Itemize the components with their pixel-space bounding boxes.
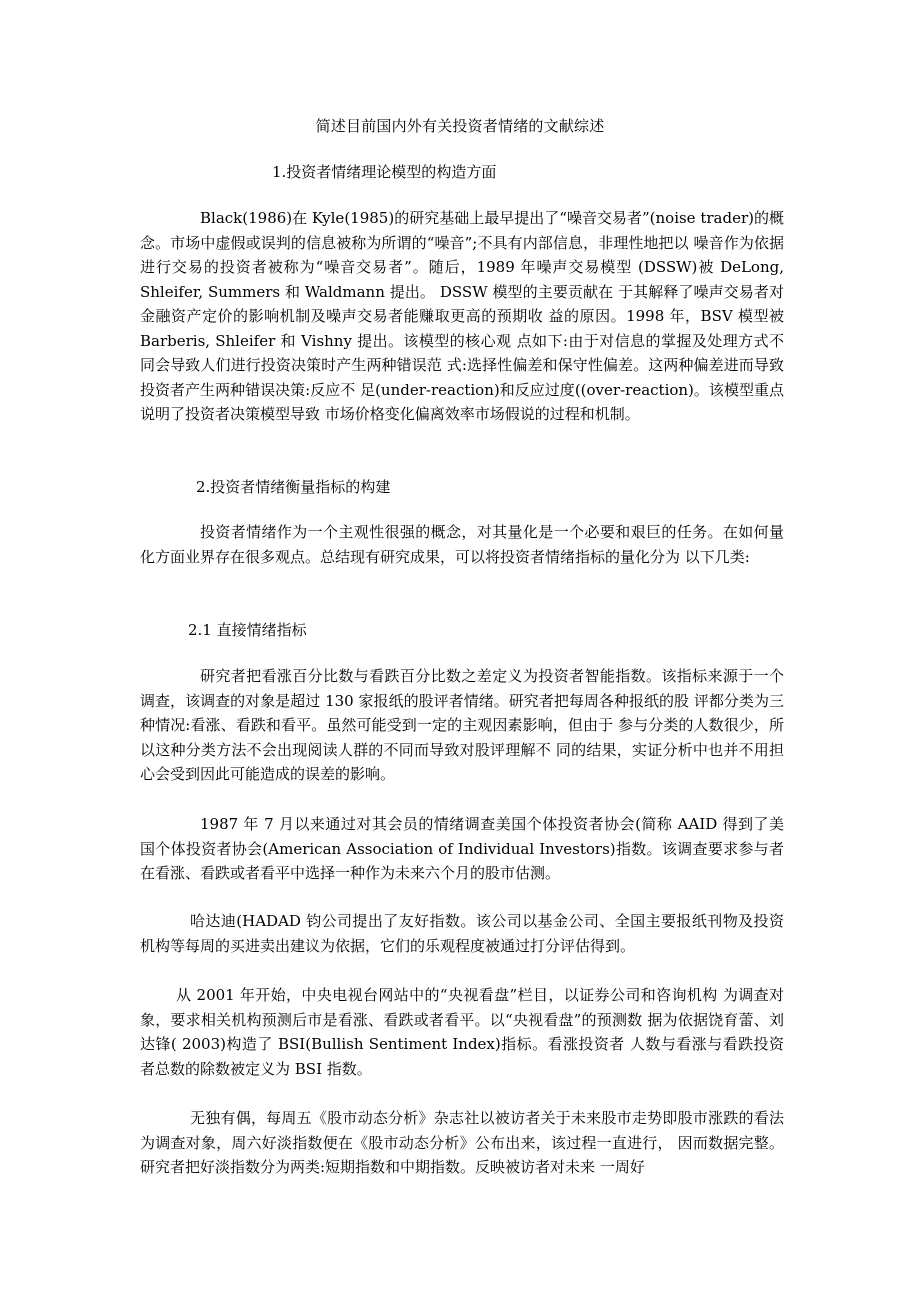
section-2-paragraph-1: 投资者情绪作为一个主观性很强的概念，对其量化是一个必要和艰巨的任务。在如何量化方面业界存在很多观点。总结现有研究成果，可以将投资者情绪指标的量化分为 以下几类: [140, 523, 784, 566]
section-heading-2: 2.投资者情绪衡量指标的构建 [196, 478, 391, 496]
section-2-1-paragraph-1: 研究者把看涨百分比数与看跌百分比数之差定义为投资者智能指数。该指标来源于一个调查，该调查的对象是超过 130 家报纸的股评者情绪。研究者把每周各种报纸的股 评都分类为三种情况:看涨、看跌和看平。虽然可能受到一定的主观因素影响，但由于 参与分类的人数很少，所以这种分类方法不会出现阅读人群的不同而导致对股评理解不 同的结果，实证分析中也并不用担心会受到因此可能造成的误差的影响。 [140, 667, 784, 783]
section-2-1-paragraph-3: 哈达迪(HADAD 钧公司提出了友好指数。该公司以基金公司、全国主要报纸刊物及投资机构等每周的买进卖出建议为依据，它们的乐观程度被通过打分评估得到。 [140, 912, 784, 955]
section-1-paragraph-1: Black(1986)在 Kyle(1985)的研究基础上最早提出了“噪音交易者”(noise trader)的概念。市场中虚假或误判的信息被称为所谓的“噪音”;不具有内部信息，非理性地把以 噪音作为依据进行交易的投资者被称为“噪音交易者”。随后，1989 年噪声交易模型 (DSSW)被 DeLong, Shleifer, Summers 和 Waldmann 提出。 DSSW 模型的主要贡献在 于其解释了噪声交易者对金融资产定价的影响机制及噪声交易者能赚取更高的预期收 益的原因。1998 年，BSV 模型被 Barberis, Shleifer 和 Vishny 提出。该模型的核心观 点如下:由于对信息的掌握及处理方式不同会导致人们进行投资决策时产生两种错误范 式:选择性偏差和保守性偏差。这两种偏差进而导致投资者产生两种错误决策:反应不 足(under-reaction)和反应过度((over-reaction)。该模型重点说明了投资者决策模型导致 市场价格变化偏离效率市场假说的过程和机制。 [140, 209, 784, 423]
section-heading-2-1: 2.1 直接情绪指标 [188, 621, 307, 639]
section-heading-1: 1.投资者情绪理论模型的构造方面 [272, 163, 497, 181]
section-2-1-paragraph-4: 从 2001 年开始，中央电视台网站中的“央视看盘”栏目，以证券公司和咨询机构 为调查对象，要求相关机构预测后市是看涨、看跌或者看平。以“央视看盘”的预测数 据为依据饶育蕾、刘达锋( 2003)构造了 BSI(Bullish Sentiment Index)指标。看涨投资者 人数与看涨与看跌投资者总数的除数被定义为 BSI 指数。 [140, 986, 784, 1078]
section-2-1-paragraph-5: 无独有偶，每周五《股市动态分析》杂志社以被访者关于未来股市走势即股市涨跌的看法为调查对象，周六好淡指数便在《股市动态分析》公布出来，该过程一直进行， 因而数据完整。研究者把好淡指数分为两类:短期指数和中期指数。反映被访者对未来 一周好 [140, 1109, 784, 1176]
document-title: 简述目前国内外有关投资者情绪的文献综述 [315, 117, 605, 135]
section-2-1-paragraph-2: 1987 年 7 月以来通过对其会员的情绪调查美国个体投资者协会(简称 AAID 得到了美 国个体投资者协会(American Association of Individual Investors)指数。该调查要求参与者在看涨、看跌或者看平中选择一种作为未来六个月的股市估测。 [140, 815, 784, 882]
